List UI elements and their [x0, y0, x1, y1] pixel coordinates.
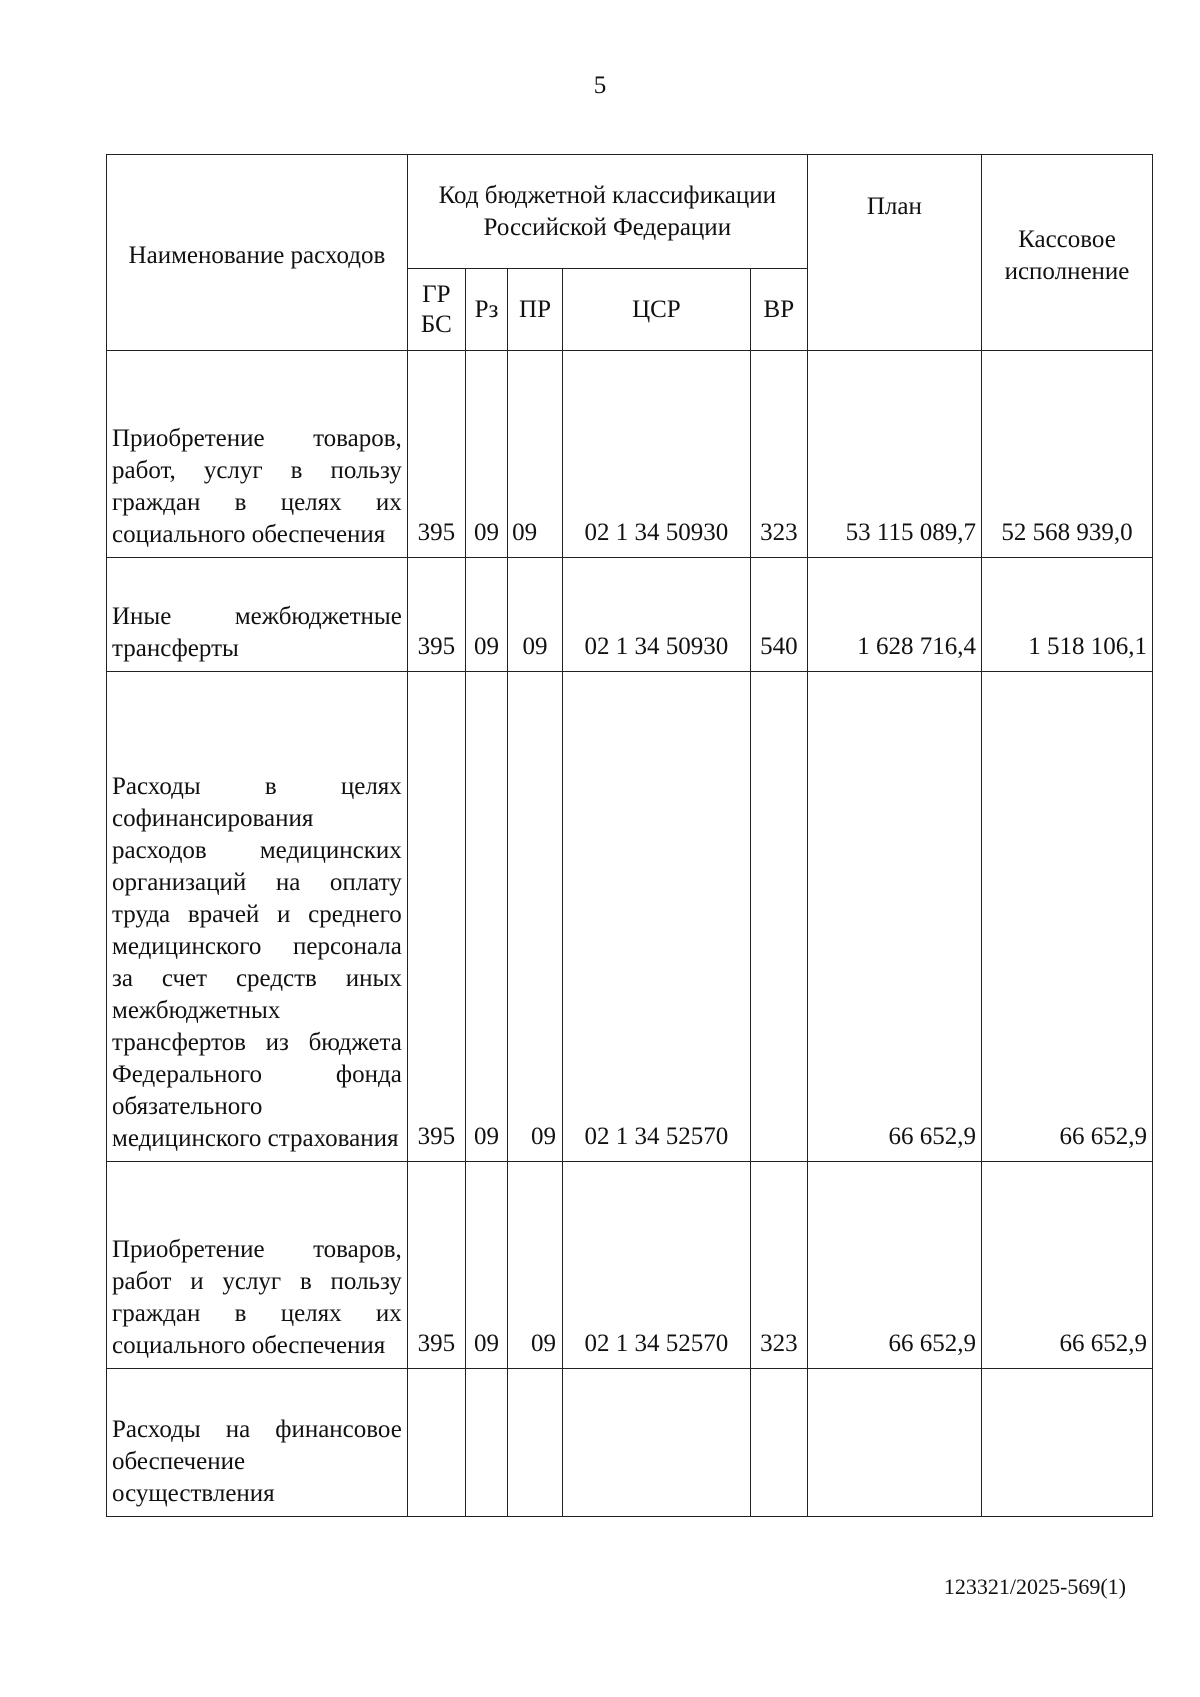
rz-cell: 09	[465, 351, 507, 558]
table-row	[107, 1162, 1153, 1369]
header-grbs: ГР БС	[407, 269, 465, 351]
csr-cell	[562, 1369, 750, 1517]
table-row	[107, 672, 1153, 1162]
rz-cell: 09	[465, 558, 507, 672]
cash-cell: 52 568 939,0	[981, 351, 1152, 558]
grbs-cell: 395	[407, 672, 465, 1162]
header-cash: Кассовое исполнение	[981, 155, 1152, 351]
pr-cell: 09	[508, 672, 563, 1162]
plan-cell	[807, 1369, 981, 1517]
header-rz: Рз	[465, 269, 507, 351]
rz-cell: 09	[465, 1162, 507, 1369]
pr-cell	[508, 1369, 563, 1517]
plan-cell: 66 652,9	[807, 1162, 981, 1369]
plan-cell: 53 115 089,7	[807, 351, 981, 558]
csr-cell: 02 1 34 50930	[562, 351, 750, 558]
grbs-cell: 395	[407, 351, 465, 558]
grbs-cell: 395	[407, 1162, 465, 1369]
cash-cell: 1 518 106,1	[981, 558, 1152, 672]
pr-cell: 09	[508, 558, 563, 672]
plan-cell: 1 628 716,4	[807, 558, 981, 672]
header-plan: План	[807, 155, 981, 351]
rz-cell: 09	[465, 672, 507, 1162]
plan-cell: 66 652,9	[807, 672, 981, 1162]
vr-cell: 540	[750, 558, 807, 672]
expense-name: Приобретение товаров, работ и услуг в пользу граждан в целях их социального обеспечения	[107, 1162, 408, 1369]
header-csr: ЦСР	[562, 269, 750, 351]
csr-cell: 02 1 34 52570	[562, 672, 750, 1162]
header-pr: ПР	[508, 269, 563, 351]
grbs-cell: 395	[407, 558, 465, 672]
document-code: 123321/2025-569(1)	[943, 1574, 1126, 1599]
expenses-table	[106, 154, 1153, 1517]
expense-name: Приобретение товаров, работ, услуг в пользу граждан в целях их социального обеспечения	[107, 351, 408, 558]
header-name: Наименование расходов	[107, 155, 408, 351]
rz-cell	[465, 1369, 507, 1517]
expense-name: Иные межбюджетные трансферты	[107, 558, 408, 672]
vr-cell: 323	[750, 351, 807, 558]
grbs-cell	[407, 1369, 465, 1517]
vr-cell: 323	[750, 1162, 807, 1369]
header-row-top	[107, 155, 1153, 269]
page-number: 5	[593, 72, 607, 99]
expense-name: Расходы на финансовое обеспечение осуществления	[107, 1369, 408, 1517]
table-row	[107, 558, 1153, 672]
vr-cell	[750, 1369, 807, 1517]
expense-name: Расходы в целях софинансирования расходов медицинских организаций на оплату труда врачей и среднего медицинского персонала за счет средств иных межбюджетных трансфертов из бюджета Федерального фонда обязательного медицинского страхования	[107, 672, 408, 1162]
csr-cell: 02 1 34 52570	[562, 1162, 750, 1369]
pr-cell: 09	[508, 351, 563, 558]
table-row	[107, 351, 1153, 558]
header-code-group: Код бюджетной классификации Российской Федерации	[407, 155, 807, 269]
cash-cell	[981, 1369, 1152, 1517]
vr-cell	[750, 672, 807, 1162]
header-vr: ВР	[750, 269, 807, 351]
cash-cell: 66 652,9	[981, 672, 1152, 1162]
table-row	[107, 1369, 1153, 1517]
pr-cell: 09	[508, 1162, 563, 1369]
cash-cell: 66 652,9	[981, 1162, 1152, 1369]
csr-cell: 02 1 34 50930	[562, 558, 750, 672]
